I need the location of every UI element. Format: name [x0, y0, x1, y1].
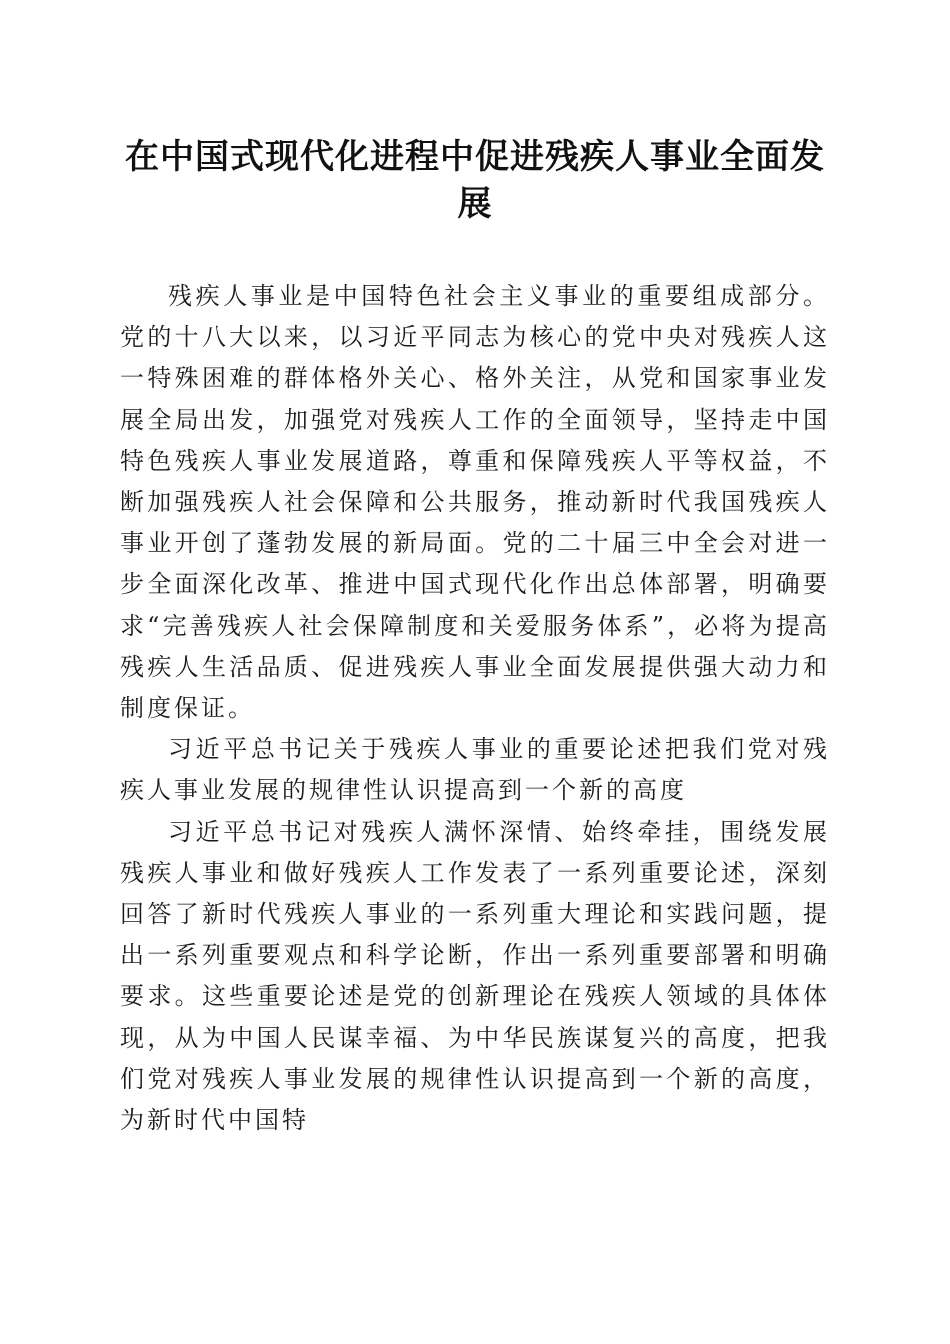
document-title: 在中国式现代化进程中促进残疾人事业全面发展 [125, 137, 825, 224]
paragraph-intro: 残疾人事业是中国特色社会主义事业的重要组成部分。党的十八大以来，以习近平同志为核心的党中央对残疾人这一特殊困难的群体格外关心、格外关注，从党和国家事业发展全局出发，加强党对残疾人工作的全面领导，坚持走中国特色残疾人事业发展道路，尊重和保障残疾人平等权益，不断加强残疾人社会保障和公共服务，推动新时代我国残疾人事业开创了蓬勃发展的新局面。党的二十届三中全会对进一步全面深化改革、推进中国式现代化作出总体部署，明确要求“完善残疾人社会保障制度和关爱服务体系”，必将为提高残疾人生活品质、促进残疾人事业全面发展提供强大动力和制度保证。 [120, 282, 830, 723]
document-body [120, 276, 830, 1141]
paragraph-section-heading: 习近平总书记关于残疾人事业的重要论述把我们党对残疾人事业发展的规律性认识提高到一个新的高度 [120, 735, 830, 805]
paragraph-discussion: 习近平总书记对残疾人满怀深情、始终牵挂，围绕发展残疾人事业和做好残疾人工作发表了一系列重要论述，深刻回答了新时代残疾人事业的一系列重大理论和实践问题，提出一系列重要观点和科学论断，作出一系列重要部署和明确要求。这些重要论述是党的创新理论在残疾人领域的具体体现，从为中国人民谋幸福、为中华民族谋复兴的高度，把我们党对残疾人事业发展的规律性认识提高到一个新的高度，为新时代中国特 [120, 817, 830, 1135]
